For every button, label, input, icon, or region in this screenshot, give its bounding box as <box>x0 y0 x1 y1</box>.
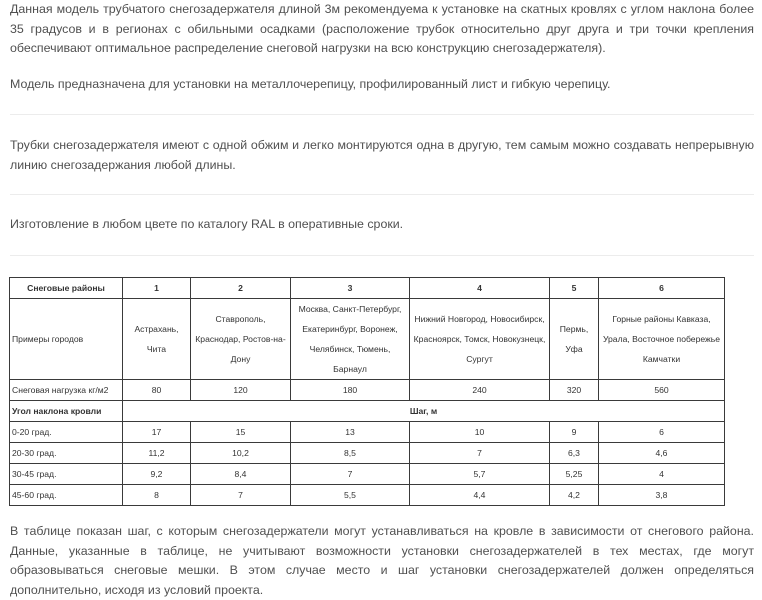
load-cell: 560 <box>599 380 725 401</box>
angle-header-row <box>10 401 725 422</box>
load-row <box>10 380 725 401</box>
load-cell: 80 <box>123 380 191 401</box>
table-row <box>10 443 725 464</box>
table-row <box>10 485 725 506</box>
angle-cell: 45-60 град. <box>10 485 123 506</box>
step-cell: 7 <box>191 485 291 506</box>
city-cell: Горные районы Кавказа, Урала, Восточное побережье Камчатки <box>599 299 725 380</box>
divider <box>10 194 754 195</box>
step-cell: 15 <box>191 422 291 443</box>
city-cell: Астрахань, Чита <box>123 299 191 380</box>
table-row <box>10 422 725 443</box>
city-cell: Москва, Санкт-Петербург, Екатеринбург, Воронеж, Челябинск, Тюмень, Барнаул <box>291 299 410 380</box>
intro-paragraph: Данная модель трубчатого снегозадержателя длиной 3м рекомендуема к установке на скатных кровлях с углом наклона более 35 градусов и в регионах с обильными осадками (расположение трубок относительно друг друга и три точки крепления обеспечивают оптимальное распределение снеговой нагрузки на всю конструкцию снегозадержателя). <box>10 2 754 55</box>
step-cell: 17 <box>123 422 191 443</box>
step-cell: 11,2 <box>123 443 191 464</box>
load-cell: 180 <box>291 380 410 401</box>
step-cell: 4,6 <box>599 443 725 464</box>
region-cell: 5 <box>550 278 599 299</box>
step-cell: 7 <box>410 443 550 464</box>
angle-cell: 30-45 град. <box>10 464 123 485</box>
region-cell: 2 <box>191 278 291 299</box>
step-cell: 4,2 <box>550 485 599 506</box>
step-cell: 4,4 <box>410 485 550 506</box>
load-cell: 120 <box>191 380 291 401</box>
step-cell: 8,5 <box>291 443 410 464</box>
cities-row <box>10 299 725 380</box>
region-cell: 6 <box>599 278 725 299</box>
table-row <box>10 464 725 485</box>
step-cell: 13 <box>291 422 410 443</box>
city-cell: Пермь, Уфа <box>550 299 599 380</box>
angle-cell: 0-20 град. <box>10 422 123 443</box>
ral-paragraph: Изготовление в любом цвете по каталогу RAL в оперативные сроки. <box>10 217 404 231</box>
cities-label: Примеры городов <box>10 299 123 380</box>
table-header-row <box>10 278 725 299</box>
step-cell: 8 <box>123 485 191 506</box>
table-note-paragraph: В таблице показан шаг, с которым снегозадержатели могут устанавливаться на кровле в зависимости от снегового района. Данные, указанные в таблице, не учитывают возможности установки снегозадержателей в тех местах, где могут образовываться снеговые мешки. В этом случае место и шаг установки снегозадержателей должен определяться дополнительно, исходя из условий проекта. <box>10 524 754 597</box>
snow-load-table <box>9 277 725 506</box>
header-label: Снеговые районы <box>10 278 123 299</box>
step-cell: 5,5 <box>291 485 410 506</box>
city-cell: Нижний Новгород, Новосибирск, Красноярск, Томск, Новокузнецк, Сургут <box>410 299 550 380</box>
tubes-paragraph: Трубки снегозадержателя имеют с одной обжим и легко монтируются одна в другую, тем самым можно создавать непрерывную линию снегозадержания любой длины. <box>10 138 754 172</box>
step-cell: 10,2 <box>191 443 291 464</box>
load-cell: 240 <box>410 380 550 401</box>
step-cell: 7 <box>291 464 410 485</box>
step-cell: 9,2 <box>123 464 191 485</box>
step-cell: 5,7 <box>410 464 550 485</box>
region-cell: 4 <box>410 278 550 299</box>
step-cell: 5,25 <box>550 464 599 485</box>
region-cell: 1 <box>123 278 191 299</box>
divider <box>10 114 754 115</box>
step-cell: 6,3 <box>550 443 599 464</box>
load-cell: 320 <box>550 380 599 401</box>
step-cell: 8,4 <box>191 464 291 485</box>
city-cell: Ставрополь, Краснодар, Ростов-на-Дону <box>191 299 291 380</box>
load-label: Снеговая нагрузка кг/м2 <box>10 380 123 401</box>
roofing-paragraph: Модель предназначена для установки на металлочерепицу, профилированный лист и гибкую черепицу. <box>10 77 611 91</box>
region-cell: 3 <box>291 278 410 299</box>
step-cell: 6 <box>599 422 725 443</box>
step-cell: 3,8 <box>599 485 725 506</box>
step-cell: 10 <box>410 422 550 443</box>
step-label: Шаг, м <box>123 401 725 422</box>
step-cell: 9 <box>550 422 599 443</box>
angle-label: Угол наклона кровли <box>10 401 123 422</box>
angle-cell: 20-30 град. <box>10 443 123 464</box>
step-cell: 4 <box>599 464 725 485</box>
divider <box>10 255 754 256</box>
